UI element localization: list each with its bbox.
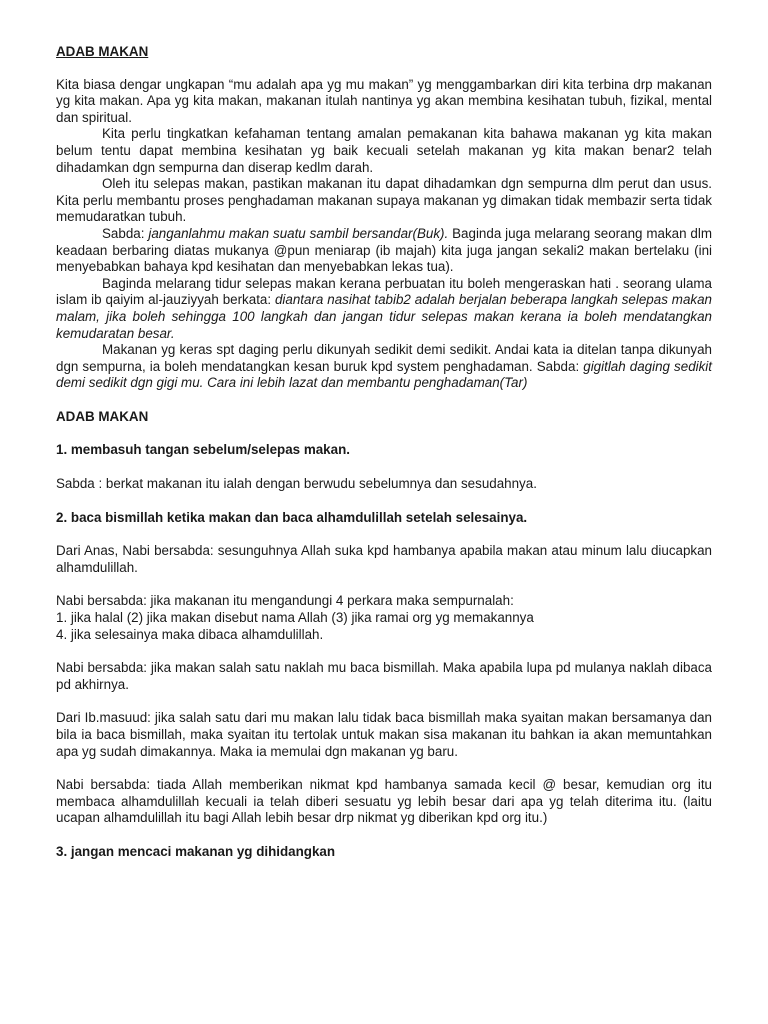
rule-2-paragraph-forgot: Nabi bersabda: jika makan salah satu naklah mu baca bismillah. Maka apabila lupa pd mulanya naklah dibaca pd akhirnya.: [56, 660, 712, 692]
intro-paragraph: Kita biasa dengar ungkapan “mu adalah apa yg mu makan” yg menggambarkan diri kita terbina drp makanan yg kita makan. Apa yg kita makan, makanan itulah nantinya yg akan membina kesihatan tubuh, fizikal, mental dan spiritual.: [56, 76, 712, 125]
rule-2-paragraph-nikmat: Nabi bersabda: tiada Allah memberikan nikmat kpd hambanya samada kecil @ besar, kemudian org itu membaca alhamdulillah kecuali ia telah diberi sesuatu yg lebih besar dari apa yg telah diterima itu. (laitu ucapan alhamdulillah itu bagi Allah lebih besar drp nikmat yg diberikan kpd org itu.): [56, 777, 712, 826]
rule-2-paragraph-anas: Dari Anas, Nabi bersabda: sesunguhnya Allah suka kpd hambanya apabila makan atau minum lalu diucapkan alhamdulillah.: [56, 543, 712, 575]
paragraph-understanding: Kita perlu tingkatkan kefahaman tentang amalan pemakanan kita bahawa makanan yg kita makan belum tentu dapat membina kesihatan yg baik kecuali setelah makanan yg kita makan benar2 telah dihadamkan dgn sempurna dan diserap kedlm darah.: [56, 126, 712, 175]
document-page: [56, 44, 712, 861]
paragraph-no-sleeping: [56, 276, 712, 342]
no-sleeping-lead: Baginda melarang tidur selepas makan kerana perbuatan itu boleh mengeraskan hati . seorang ulama islam ib qaiyim al-jauziyyah berkata:: [56, 275, 712, 308]
rule-2-paragraph-ibmasuud: Dari Ib.masuud: jika salah satu dari mu makan lalu tidak baca bismillah maka syaitan makan bersamanya dan bila ia baca bismillah, maka syaitan itu tertolak untuk makan sisa makanan itu bahkan ia akan memuntahkan apa yg sudah dimakannya. Maka ia memulai dgn makanan yg baru.: [56, 710, 712, 759]
sabda-lead: Sabda:: [102, 225, 149, 241]
sabda-quote: janganlahmu makan suatu sambil bersandar(Buk).: [148, 225, 449, 241]
chewing-quote: gigitlah daging sedikit demi sedikit dgn gigi mu. Cara ini lebih lazat dan membantu penghadaman(Tar): [56, 358, 713, 391]
no-sleeping-quote: diantara nasihat tabib2 adalah berjalan beberapa langkah selepas makan malam, jika boleh sehingga 100 langkah dan jangan tidur selepas makan kerana ia boleh mendatangkan kemudaratan besar.: [56, 292, 712, 341]
rule-2-title: 2. baca bismillah ketika makan dan baca alhamdulillah setelah selesainya.: [56, 509, 528, 525]
sabda-rest: Baginda juga melarang seorang makan dlm keadaan berbaring diatas mukanya @pun meniarap (ib majah) kita juga jangan sekali2 makan bertelaku (ini menyebabkan bahaya kpd kesihatan dan menyebabkan lekas tua).: [56, 225, 713, 275]
paragraph-chewing: [56, 342, 712, 392]
paragraph-sabda-leaning: [56, 226, 712, 276]
paragraph-digestion: Oleh itu selepas makan, pastikan makanan itu dapat dihadamkan dgn sempurna dlm perut dan usus. Kita perlu membantu proses penghadaman makanan supaya makanan yg dimakan tidak membazir serta tidak memudaratkan tubuh.: [56, 176, 712, 225]
rule-2-paragraph-four-things: Nabi bersabda: jika makanan itu mengandungi 4 perkara maka sempurnalah: 1. jika halal (2) jika makan disebut nama Allah (3) jika ramai org yg memakannya 4. jika selesainya maka dibaca alhamdulillah.: [56, 593, 534, 642]
rule-1-paragraph: Sabda : berkat makanan itu ialah dengan berwudu sebelumnya dan sesudahnya.: [56, 476, 537, 492]
rule-1-title: 1. membasuh tangan sebelum/selepas makan.: [56, 442, 350, 458]
rule-3-title: 3. jangan mencaci makanan yg dihidangkan: [56, 843, 336, 859]
section-heading: ADAB MAKAN: [56, 408, 149, 424]
chewing-lead: Makanan yg keras spt daging perlu dikunyah sedikit demi sedikit. Andai kata ia ditelan tanpa dikunyah dgn sempurna, ia boleh mendatangkan kesan buruk kpd system penghadaman. Sabda:: [56, 342, 712, 374]
document-title: ADAB MAKAN: [56, 44, 149, 59]
